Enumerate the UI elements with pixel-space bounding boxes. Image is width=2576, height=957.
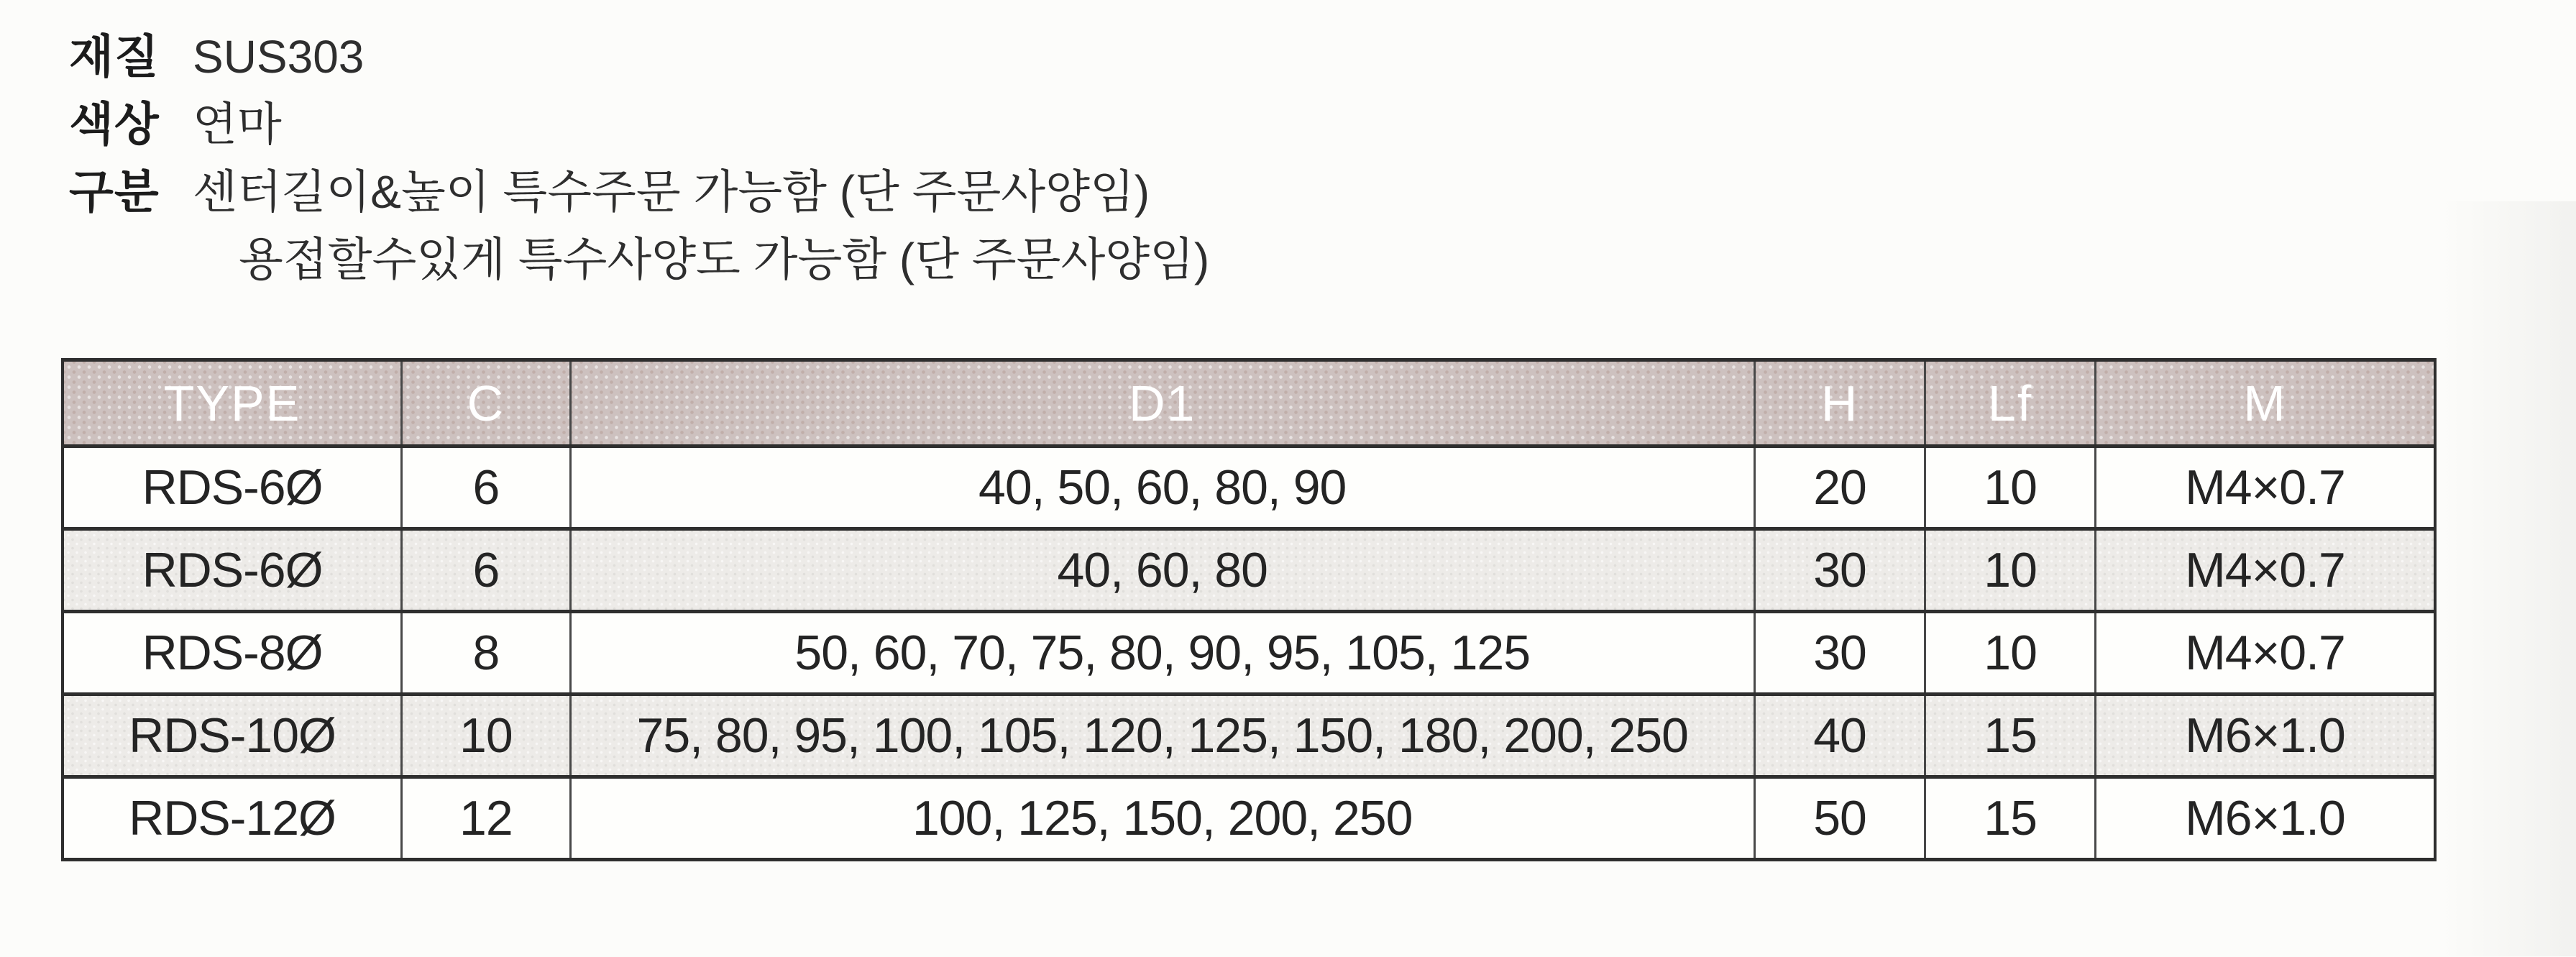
spec-row-finish <box>69 91 1209 158</box>
spec-row-classification <box>69 158 1209 293</box>
d1-cell: 100, 125, 150, 200, 250 <box>570 777 1754 860</box>
classification-note-2: 용접할수있게 특수사양도 가능함 (단 주문사양임) <box>239 234 1210 285</box>
type-cell: RDS-12Ø <box>63 777 402 860</box>
h-cell: 40 <box>1754 695 1925 777</box>
finish-value: 연마 <box>193 99 282 150</box>
material-label: 재질 <box>69 31 160 83</box>
column-header-h: H <box>1754 360 1925 447</box>
classification-note-1: 센터길이&높이 특수주문 가능함 (단 주문사양임) <box>193 166 1150 218</box>
m-cell: M6×1.0 <box>2095 695 2435 777</box>
d1-cell: 75, 80, 95, 100, 105, 120, 125, 150, 180, 200, 250 <box>570 695 1754 777</box>
lf-cell: 15 <box>1925 777 2096 860</box>
table-row <box>63 529 2435 612</box>
c-cell: 12 <box>402 777 571 860</box>
type-cell: RDS-6Ø <box>63 529 402 612</box>
m-cell: M4×0.7 <box>2095 447 2435 529</box>
d1-cell: 40, 60, 80 <box>570 529 1754 612</box>
table-row <box>63 777 2435 860</box>
c-cell: 6 <box>402 529 571 612</box>
spec-row-material <box>69 23 1209 91</box>
type-cell: RDS-10Ø <box>63 695 402 777</box>
c-cell: 10 <box>402 695 571 777</box>
h-cell: 30 <box>1754 529 1925 612</box>
column-header-type: TYPE <box>63 360 402 447</box>
m-cell: M4×0.7 <box>2095 612 2435 695</box>
column-header-m: M <box>2095 360 2435 447</box>
type-cell: RDS-8Ø <box>63 612 402 695</box>
h-cell: 30 <box>1754 612 1925 695</box>
column-header-lf: Lf <box>1925 360 2096 447</box>
lf-cell: 10 <box>1925 612 2096 695</box>
table-header-row <box>63 360 2435 447</box>
material-value: SUS303 <box>193 31 365 83</box>
finish-label: 색상 <box>69 99 160 150</box>
product-spec-block <box>69 23 1209 293</box>
m-cell: M4×0.7 <box>2095 529 2435 612</box>
h-cell: 20 <box>1754 447 1925 529</box>
lf-cell: 10 <box>1925 529 2096 612</box>
c-cell: 6 <box>402 447 571 529</box>
table-row <box>63 695 2435 777</box>
dimension-table <box>61 358 2437 861</box>
classification-label: 구분 <box>69 166 160 218</box>
c-cell: 8 <box>402 612 571 695</box>
d1-cell: 40, 50, 60, 80, 90 <box>570 447 1754 529</box>
table-row <box>63 612 2435 695</box>
lf-cell: 10 <box>1925 447 2096 529</box>
m-cell: M6×1.0 <box>2095 777 2435 860</box>
d1-cell: 50, 60, 70, 75, 80, 90, 95, 105, 125 <box>570 612 1754 695</box>
scan-edge-shading <box>2439 201 2576 956</box>
dimension-table-container <box>61 358 2437 861</box>
type-cell: RDS-6Ø <box>63 447 402 529</box>
table-row <box>63 447 2435 529</box>
lf-cell: 15 <box>1925 695 2096 777</box>
column-header-c: C <box>402 360 571 447</box>
column-header-d1: D1 <box>570 360 1754 447</box>
h-cell: 50 <box>1754 777 1925 860</box>
